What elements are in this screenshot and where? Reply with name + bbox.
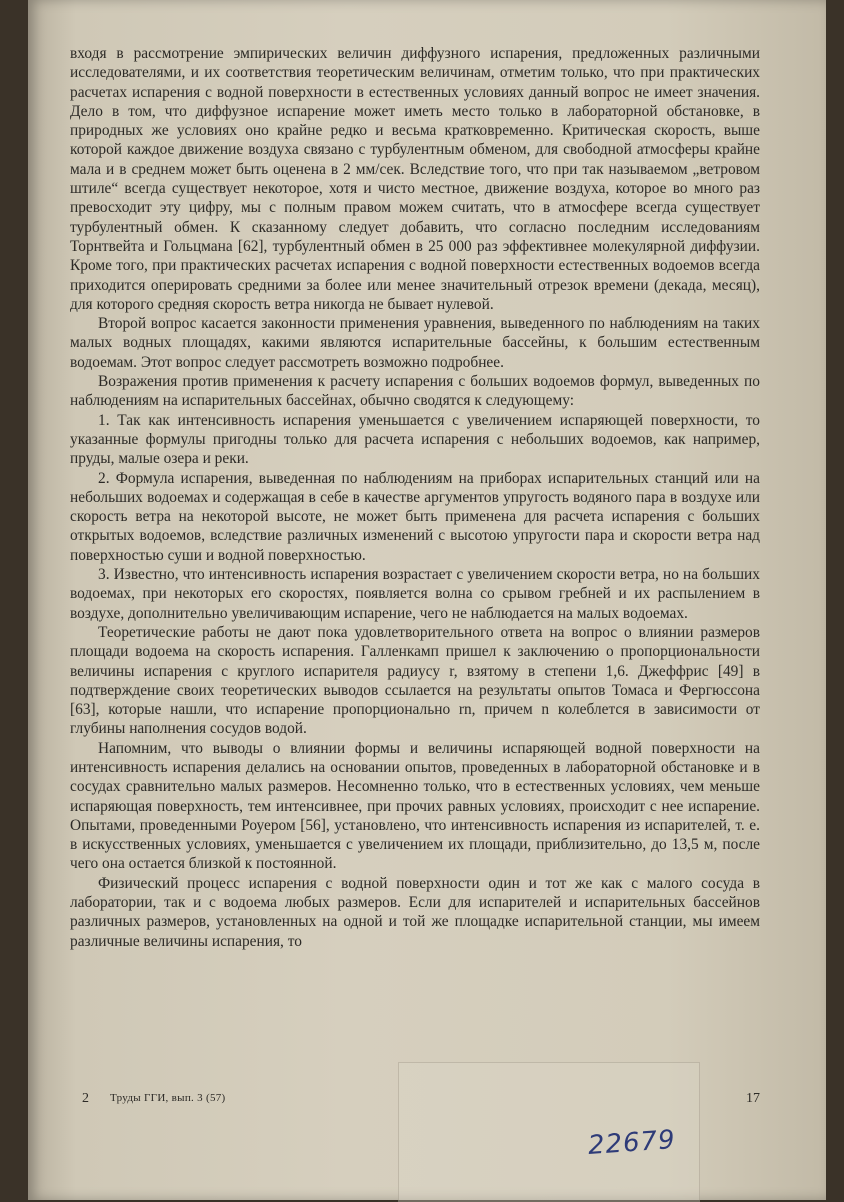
paragraph: Второй вопрос касается законности применения уравнения, выведенного по наблюдениям на таких малых водных площадях, какими являются испарительные бассейны, к большим естественным водоемам. Этот вопрос следует рассмотреть возможно подробнее.: [70, 315, 760, 371]
source-line: Труды ГГИ, вып. 3 (57): [110, 1092, 226, 1104]
paragraph: Теоретические работы не дают пока удовлетворительного ответа на вопрос о влиянии размеров площади водоема на скорость испарения. Галленкамп пришел к заключению о пропорциональности величины испарения с круглого испарителя радиусу r, взятому в степени 1,6. Джеффрис [49] в подтверждение своих теоретических выводов ссылается на результаты опытов Томаса и Фергюссона [63], которые нашли, что испарение пропорционально rn, причем n колеблется в зависимости от глубины наполнения сосудов водой.: [70, 623, 760, 738]
page-number: 17: [746, 1091, 760, 1106]
paragraph: Напомним, что выводы о влиянии формы и величины испаряющей водной поверхности на интенсивность испарения делались на основании опытов, проведенных в лабораторной обстановке и в сосудах сравнительно малых размеров. Несомненно только, что в естественных условиях, чем меньше испаряющая поверхность, тем интенсивнее, при прочих равных условиях, происходит с нее испарение. Опытами, проведенными Роуером [56], установлено, что интенсивность испарения из испарителей, т. е. в искусственных условиях, уменьшается с увеличением их площади, приблизительно, до 13,5 м, после чего она остается близкой к постоянной.: [70, 739, 760, 873]
list-item: 3. Известно, что интенсивность испарения возрастает с увеличением скорости ветра, но на больших водоемах, при некоторых его скоростях, появляется волна со срывом гребней и их распылением в воздухе, дополнительно увеличивающим испарение, чего не наблюдается на малых водоемах.: [70, 566, 760, 622]
list-item: 1. Так как интенсивность испарения уменьшается с увеличением испаряющей поверхности, то указанные формулы пригодны только для расчета испарения с небольших водоемов, как например, пруды, малые озера и реки.: [70, 411, 760, 468]
book-page: [28, 0, 826, 1200]
paragraph: входя в рассмотрение эмпирических величин диффузного испарения, предложенных различными исследователями, и их соответствия теоретическим величинам, отметим только, что при практических расчетах испарения с водной поверхности в естественных условиях данный вопрос не имеет значения. Дело в том, что диффузное испарение может иметь место только в лабораторной обстановке, в природных же условиях оно крайне редко и весьма кратковременно. Критическая скорость, выше которой каждое движение воздуха связано с турбулентным обменом, для свободной атмосферы крайне мала и в среднем может быть оценена в 2 мм/сек. Вследствие того, что при так называемом „ветровом штиле“ всегда существует некоторое, хотя и чисто местное, движение воздуха, которое во много раз превосходит эту цифру, мы с полным правом можем считать, что в атмосфере всегда существует турбулентный обмен. К сказанному следует добавить, что согласно последним исследованиям Торнтвейта и Гольцмана [62], турбулентный обмен в 25 000 раз эффективнее молекулярной диффузии. Кроме того, при практических расчетах испарения с водной поверхности естественных водоемов всегда приходится оперировать средними за более или менее значительный отрезок времени (декада, месяц), для которого средняя скорость ветра никогда не бывает нулевой.: [70, 45, 760, 313]
list-item: 2. Формула испарения, выведенная по наблюдениям на приборах испарительных станций или на небольших водоемах и содержащая в себе в качестве аргументов упругость водяного пара в воздухе или скорость ветра на некоторой высоте, не может быть применена для расчета испарения с больших открытых водоемов, вследствие различных изменений с высотою упругости пара и скорости ветра над поверхностью суши и водной поверхностью.: [70, 469, 760, 564]
signature-mark: 2: [82, 1091, 89, 1106]
paragraph: Возражения против применения к расчету испарения с больших водоемов формул, выведенных по наблюдениям на испарительных бассейнах, обычно сводятся к следующему:: [70, 373, 760, 410]
paragraph: Физический процесс испарения с водной поверхности один и тот же как с малого сосуда в лаборатории, так и с водоема любых размеров. Если для испарителей и испарительных бассейнов различных размеров, установленных на одной и той же площадке испарительной станции, мы имеем различные величины испарения, то: [70, 874, 760, 950]
page-footer: [70, 1091, 760, 1113]
body-text: [70, 44, 760, 951]
inventory-number: 22679: [587, 1124, 677, 1162]
